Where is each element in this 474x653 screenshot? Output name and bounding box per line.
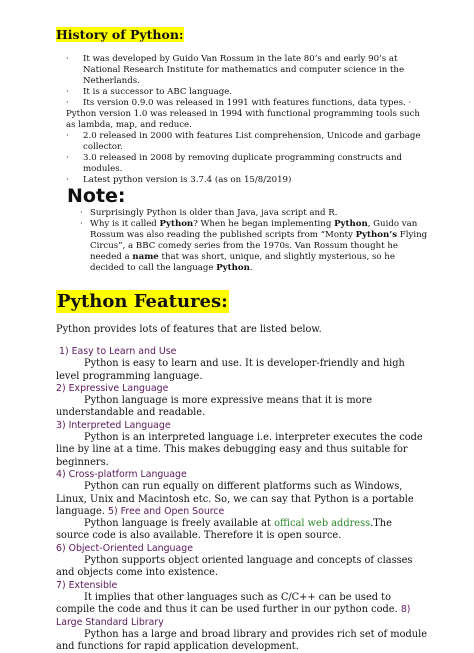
feature-desc: Python language is more expressive means that it is more understandable and readable.	[56, 395, 372, 419]
feature-title: 2) Expressive Language	[56, 382, 169, 394]
features-list	[56, 346, 428, 653]
note-list	[80, 208, 430, 274]
feature-title: 4) Cross-platform Language	[56, 468, 187, 480]
history-list	[66, 54, 426, 186]
history-heading: History of Python:	[56, 27, 184, 42]
history-item: · Its version 0.9.0 was released in 1991 with features functions, data types. ·	[66, 98, 412, 108]
feature-title: 8) Large Standard Library	[56, 604, 411, 628]
feature-desc: Python language is freely available at offical web address.The source code is also available. Therefore it is open source.	[56, 518, 392, 542]
history-item: · It was developed by Guido Van Rossum in the late 80’s and early 90’s at National Research Institute for mathematics and computer science in the Netherlands.	[66, 54, 405, 86]
features-intro: Python provides lots of features that are listed below.	[56, 324, 322, 335]
feature-desc: It implies that other languages such as C/C++ can be used to compile the code and thus it can be used further in our python code. 8) Large Standard Library	[56, 591, 411, 628]
official-web-address-link[interactable]: offical web address	[274, 518, 371, 530]
feature-desc: Python can run equally on different platforms such as Windows, Linux, Unix and Macintosh etc. So, we can say that Python is a portable language. 5) Free and Open Source	[56, 481, 414, 517]
feature-title: 7) Extensible	[56, 579, 118, 591]
history-item: Python version 1.0 was released in 1994 with functional programming tools such as lambda, map, and reduce.	[66, 109, 420, 130]
note-heading: Note:	[67, 185, 126, 207]
note-item: · Why is it called Python? When he began implementing Python, Guido van Rossum was also reading the published scripts from “Monty Python’s Flying Circus”, a BBC comedy series from the 1970s. Van Rossum thought he needed a name that was short, unique, and slightly mysterious, so he decided to call the language Python.	[80, 219, 428, 273]
feature-title: 1) Easy to Learn and Use	[59, 346, 177, 357]
feature-desc: Python is easy to learn and use. It is developer-friendly and high level programming language.	[56, 358, 405, 382]
feature-title: 5) Free and Open Source	[108, 505, 225, 517]
history-item: · 3.0 released in 2008 by removing duplicate programming constructs and modules.	[66, 153, 403, 174]
feature-desc: Python supports object oriented language and concepts of classes and objects come into existence.	[56, 555, 413, 579]
note-item: · Surprisingly Python is older than Java, java script and R.	[80, 208, 338, 218]
features-heading: Python Features:	[57, 291, 228, 312]
history-item: · It is a successor to ABC language.	[66, 87, 233, 97]
history-item: · Latest python version is 3.7.4 (as on 15/8/2019)	[66, 175, 292, 185]
feature-title: 3) Interpreted Language	[56, 419, 171, 431]
feature-title: 6) Object-Oriented Language	[56, 542, 193, 554]
history-item: · 2.0 released in 2000 with features List comprehension, Unicode and garbage collector.	[66, 131, 421, 152]
feature-desc: Python has a large and broad library and provides rich set of module and functions for rapid application development.	[56, 628, 428, 653]
feature-desc: Python is an interpreted language i.e. interpreter executes the code line by line at a time. This makes debugging easy and thus suitable for beginners.	[56, 432, 423, 468]
